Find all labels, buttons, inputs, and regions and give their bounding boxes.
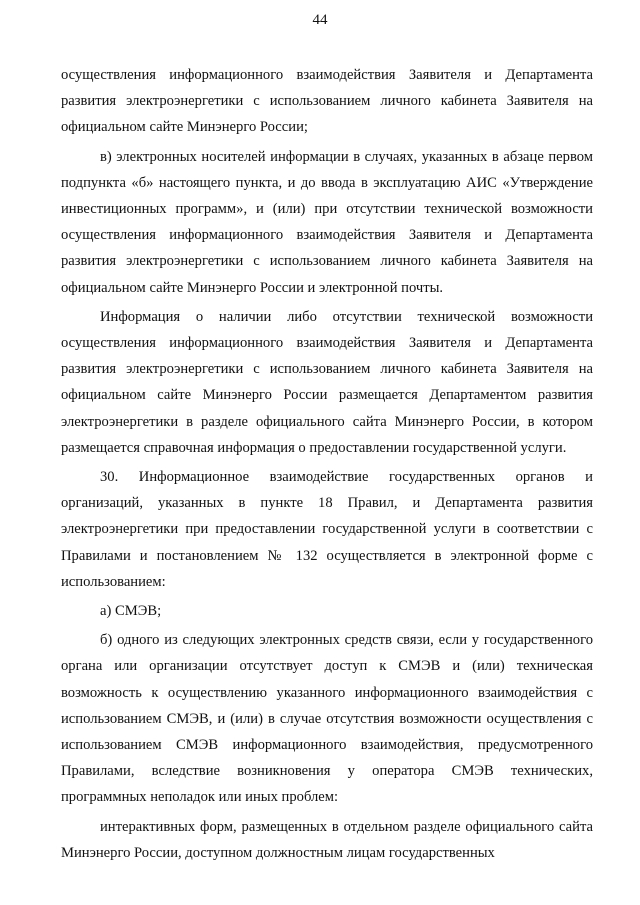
paragraph-item-b: б) одного из следующих электронных средств связи, если у государственного органа или организации отсутствует доступ к СМЭВ и (или) техническая возможность к осуществлению указанного информационного взаимодействия с использованием СМЭВ, и (или) в случае отсутствия возможности осуществления с использованием СМЭВ информационного взаимодействия, предусмотренного Правилами, вследствие возникновения у оператора СМЭВ технических, программных неполадок или иных проблем:: [61, 632, 593, 806]
page-number: 44: [312, 12, 328, 28]
document-body: [61, 62, 593, 866]
paragraph-clause-30: 30. Информационное взаимодействие государственных органов и организаций, указанных в пункте 18 Правил, и Департамента развития электроэнергетики при предоставлении государственной услуги в соответствии с Правилами и постановлением № 132 осуществляется в электронной форме с использованием:: [61, 469, 593, 590]
paragraph-item-v: в) электронных носителей информации в случаях, указанных в абзаце первом подпункта «б» настоящего пункта, и до ввода в эксплуатацию АИС «Утверждение инвестиционных программ», и (или) при отсутствии технической возможности осуществления информационного взаимодействия Заявителя и Департамента развития электроэнергетики с использованием личного кабинета Заявителя на официальном сайте Минэнерго России и электронной почты.: [61, 148, 593, 296]
paragraph-interactive-forms: интерактивных форм, размещенных в отдельном разделе официального сайта Минэнерго России, доступном должностным лицам государственных: [61, 818, 593, 861]
paragraph-continuation: осуществления информационного взаимодействия Заявителя и Департамента развития электроэнергетики с использованием личного кабинета Заявителя на официальном сайте Минэнерго России;: [61, 67, 593, 136]
paragraph-item-a: а) СМЭВ;: [100, 603, 162, 620]
paragraph-information: Информация о наличии либо отсутствии технической возможности осуществления информационного взаимодействия Заявителя и Департамента развития электроэнергетики с использованием личного кабинета Заявителя на официальном сайте Минэнерго России размещается Департаментом развития электроэнергетики в разделе официального сайта Минэнерго России, в котором размещается справочная информация о предоставлении государственной услуги.: [61, 308, 593, 456]
